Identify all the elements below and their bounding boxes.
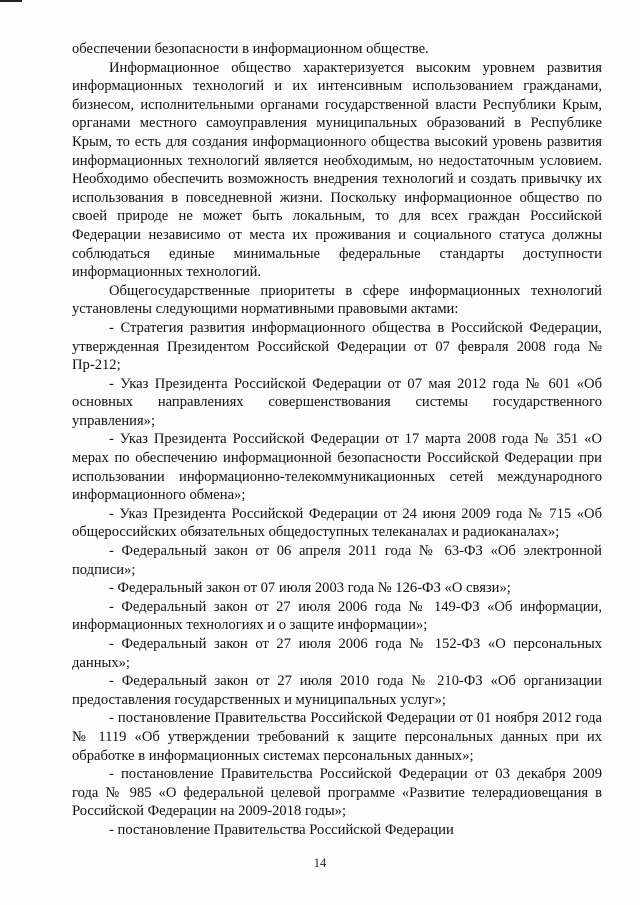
scan-corner-mark <box>0 0 22 2</box>
paragraph-priorities-intro: Общегосударственные приоритеты в сфере информационных технологий установлены следующими нормативными правовыми актами: <box>72 282 602 318</box>
document-body <box>72 40 602 840</box>
list-item-decree-601: - Указ Президента Российской Федерации от 07 мая 2012 года № 601 «Об основных направлениях совершенствования системы государственного управления»; <box>72 375 602 429</box>
list-item-resolution-1119: - постановление Правительства Российской Федерации от 01 ноября 2012 года № 1119 «Об утверждении требований к защите персональных данных при их обработке в информационных системах персональных данных»; <box>72 710 602 764</box>
list-item-strategy: - Стратегия развития информационного общества в Российской Федерации, утвержденная Президентом Российской Федерации от 07 февраля 2008 года № Пр-212; <box>72 319 602 374</box>
list-item-law-126: - Федеральный закон от 07 июля 2003 года № 126-ФЗ «О связи»; <box>109 580 511 597</box>
list-item-law-152: - Федеральный закон от 27 июля 2006 года № 152-ФЗ «О персональных данных»; <box>72 636 602 671</box>
list-item-decree-351: - Указ Президента Российской Федерации от 17 марта 2008 года № 351 «О мерах по обеспечению информационной безопасности Российской Федерации при использовании информационно-телекоммуникационных сетей международного информационного обмена»; <box>72 431 602 504</box>
list-item-law-149: - Федеральный закон от 27 июля 2006 года № 149-ФЗ «Об информации, информационных технологиях и о защите информации»; <box>72 598 602 634</box>
list-item-law-63: - Федеральный закон от 06 апреля 2011 года № 63-ФЗ «Об электронной подписи»; <box>72 543 602 578</box>
list-item-resolution-truncated: - постановление Правительства Российской Федерации <box>109 821 454 838</box>
paragraph-information-society: Информационное общество характеризуется высоким уровнем развития информационных технологий и их интенсивным использованием гражданами, бизнесом, исполнительными органами государственной власти Республики Крым, органами местного самоуправления муниципальных образований в Республике Крым, то есть для создания информационного общества высокий уровень развития информационных технологий является необходимым, но недостаточным условием. Необходимо обеспечить возможность внедрения технологий и создать привычку их использования в повседневной жизни. Поскольку информационное общество по своей природе не может быть локальным, то для всех граждан Российской Федерации независимо от места их проживания и социального статуса должны соблюдаться единые минимальные федеральные стандарты доступности информационных технологий. <box>72 59 602 281</box>
list-item-decree-715: - Указ Президента Российской Федерации от 24 июня 2009 года № 715 «Об общероссийских обязательных общедоступных телеканалах и радиоканалах»; <box>72 505 602 541</box>
list-item-resolution-985: - постановление Правительства Российской Федерации от 03 декабря 2009 года № 985 «О федеральной целевой программе «Развитие телерадиовещания в Российской Федерации на 2009-2018 годы»; <box>72 766 602 820</box>
page-number: 14 <box>313 856 327 870</box>
list-item-law-210: - Федеральный закон от 27 июля 2010 года № 210-ФЗ «Об организации предоставления государственных и муниципальных услуг»; <box>72 673 602 708</box>
paragraph-continuation: обеспечении безопасности в информационном обществе. <box>72 41 429 57</box>
